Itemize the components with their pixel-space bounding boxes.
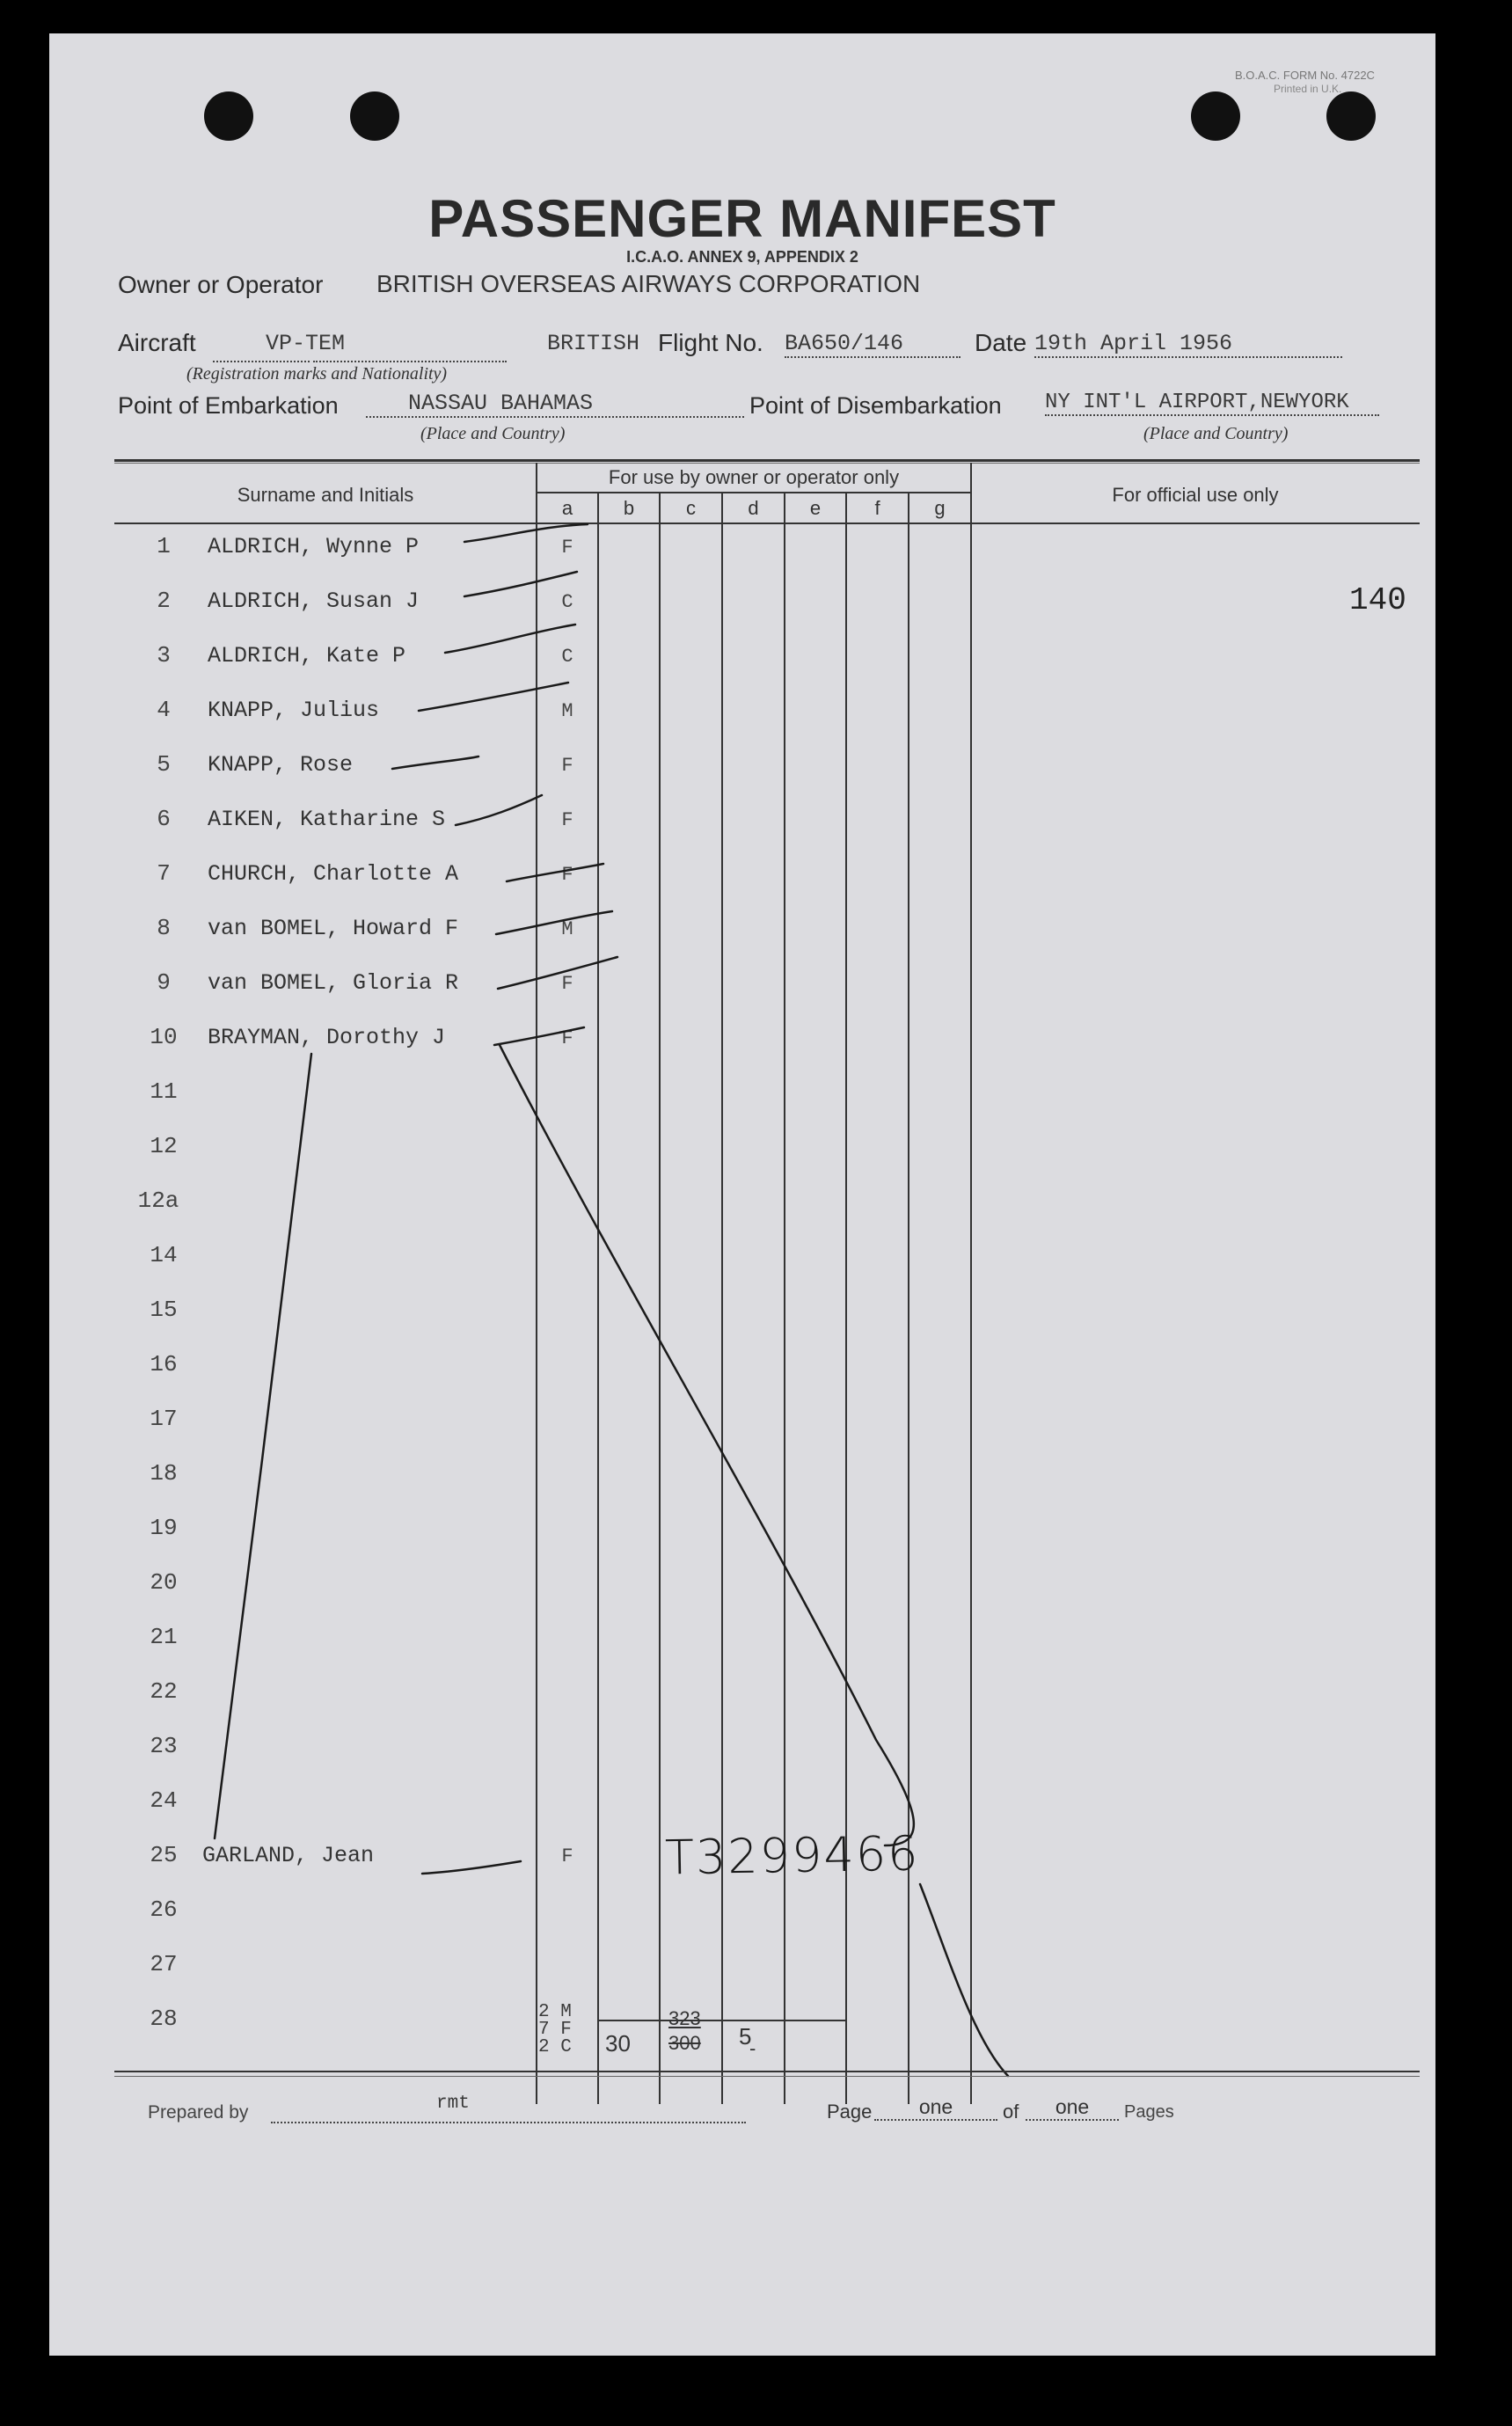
passenger-code: C — [561, 646, 573, 668]
bracket-stroke — [215, 1054, 311, 1838]
total-c-struck: 300 — [668, 2032, 701, 2054]
passenger-name: GARLAND, Jean — [202, 1843, 375, 1868]
passenger-name: van BOMEL, Gloria R — [208, 970, 459, 996]
col-f-header: f — [874, 497, 880, 519]
handwritten-code: T3299466 — [664, 1825, 921, 1886]
col-a-header: a — [561, 497, 573, 519]
total-e: - — [749, 2037, 756, 2059]
tick-stroke — [464, 524, 588, 542]
col-c-header: c — [686, 497, 696, 519]
date-label: Date — [975, 329, 1027, 356]
printed-note: Printed in U.K. — [1274, 83, 1342, 95]
operator-value: BRITISH OVERSEAS AIRWAYS CORPORATION — [376, 270, 921, 297]
passenger-name: KNAPP, Rose — [208, 752, 354, 778]
passenger-code: F — [561, 864, 573, 886]
tick-stroke — [419, 683, 568, 711]
arrow-stroke — [920, 1884, 1008, 2076]
row-number: 11 — [150, 1078, 178, 1105]
embarkation-value: NASSAU BAHAMAS — [366, 391, 744, 418]
embarkation-hint: (Place and Country) — [420, 424, 566, 443]
total-c: 323 — [668, 2007, 701, 2029]
row-number: 21 — [150, 1624, 178, 1650]
of-label: of — [1003, 2101, 1019, 2123]
disembarkation-value: NY INT'L AIRPORT,NEWYORK — [1045, 391, 1379, 416]
handwritten-strokes — [49, 33, 1435, 2356]
col-e-header: e — [809, 497, 822, 519]
col-g-header: g — [934, 497, 946, 519]
passenger-name: AIKEN, Katharine S — [208, 807, 446, 832]
row-number: 12a — [137, 1187, 179, 1214]
of-value: one — [1026, 2095, 1119, 2121]
col-official-header: For official use only — [1112, 484, 1279, 506]
row-number: 14 — [150, 1242, 178, 1268]
passenger-code: F — [561, 537, 573, 559]
passenger-name: ALDRICH, Kate P — [208, 643, 406, 669]
table-bottom-rule — [114, 2071, 1420, 2072]
row-number: 8 — [157, 915, 171, 941]
tick-stroke — [507, 864, 603, 881]
row-number: 1 — [157, 533, 171, 559]
passenger-name: van BOMEL, Howard F — [208, 916, 459, 941]
arrow-stroke — [500, 1045, 914, 1845]
page-subtitle: I.C.A.O. ANNEX 9, APPENDIX 2 — [626, 248, 858, 266]
row-number: 20 — [150, 1569, 178, 1596]
tick-stroke — [496, 911, 612, 934]
row-number: 6 — [157, 806, 171, 832]
passenger-name: ALDRICH, Susan J — [208, 588, 420, 614]
date-value: 19th April 1956 — [1034, 331, 1342, 358]
disembarkation-label: Point of Disembarkation — [749, 392, 1002, 419]
total-d: 5 — [739, 2023, 752, 2050]
page-value: one — [874, 2095, 997, 2121]
row-number: 5 — [157, 751, 171, 778]
page-label: Page — [827, 2101, 873, 2123]
tick-stroke — [494, 1027, 584, 1045]
col-d-header: d — [748, 497, 759, 519]
row-number: 22 — [150, 1678, 178, 1705]
embarkation-label: Point of Embarkation — [118, 392, 339, 419]
pages-label: Pages — [1124, 2102, 1174, 2122]
row-number: 9 — [157, 969, 171, 996]
passenger-name: BRAYMAN, Dorothy J — [208, 1025, 446, 1050]
prepared-value: rmt — [436, 2094, 470, 2114]
passenger-code: F — [561, 809, 573, 831]
page-title: PASSENGER MANIFEST — [428, 189, 1056, 248]
passenger-code: F — [561, 1845, 573, 1867]
passenger-name: ALDRICH, Wynne P — [208, 534, 420, 559]
passenger-name: KNAPP, Julius — [208, 698, 380, 723]
table-bottom-rule-2 — [114, 2076, 1420, 2077]
manifest-sheet — [49, 33, 1435, 2356]
col-owner-header: For use by owner or operator only — [608, 466, 900, 488]
row-number: 25 — [150, 1842, 178, 1868]
passenger-name: CHURCH, Charlotte A — [208, 861, 459, 887]
tick-stroke — [456, 795, 542, 825]
row-number: 28 — [150, 2006, 178, 2032]
tick-stroke — [445, 625, 575, 653]
row-number: 10 — [150, 1024, 178, 1050]
row-number: 24 — [150, 1787, 178, 1814]
tick-stroke — [498, 957, 617, 989]
row-number: 26 — [150, 1896, 178, 1923]
row-number: 18 — [150, 1460, 178, 1487]
row-number: 7 — [157, 860, 171, 887]
prepared-line — [271, 2092, 746, 2123]
row-number: 2 — [157, 588, 171, 614]
aircraft-label: Aircraft — [118, 329, 196, 356]
tick-stroke — [464, 572, 577, 596]
flight-label: Flight No. — [658, 329, 763, 356]
row-number: 4 — [157, 697, 171, 723]
row-number: 3 — [157, 642, 171, 669]
aircraft-hint: (Registration marks and Nationality) — [186, 364, 448, 384]
tick-stroke — [392, 756, 478, 769]
total-female: 7 F — [538, 2020, 572, 2040]
row-number: 19 — [150, 1515, 178, 1541]
flight-value: BA650/146 — [785, 331, 961, 358]
tick-stroke — [422, 1861, 521, 1874]
row-number: 15 — [150, 1297, 178, 1323]
total-male: 2 M — [538, 2002, 572, 2022]
row-number: 17 — [150, 1406, 178, 1432]
total-child: 2 C — [538, 2037, 572, 2057]
col-b-header: b — [623, 497, 635, 519]
passenger-code: C — [561, 591, 573, 613]
aircraft-value: VP-TEM — [266, 331, 346, 356]
row-number: 23 — [150, 1733, 178, 1759]
disembarkation-hint: (Place and Country) — [1143, 424, 1289, 443]
total-b: 30 — [605, 2030, 631, 2057]
form-code: B.O.A.C. FORM No. 4722C — [1235, 69, 1375, 82]
passenger-code: F — [561, 973, 573, 995]
operator-label: Owner or Operator — [118, 271, 324, 298]
passenger-code: M — [561, 700, 573, 722]
col-name-header: Surname and Initials — [237, 484, 414, 506]
row-number: 27 — [150, 1951, 178, 1977]
aircraft-nationality: BRITISH — [547, 331, 640, 356]
row-number: 16 — [150, 1351, 178, 1377]
prepared-label: Prepared by — [148, 2102, 249, 2123]
passenger-code: F — [561, 755, 573, 777]
passenger-code: M — [561, 918, 573, 940]
passenger-code: F — [561, 1027, 573, 1049]
official-number: 140 — [1349, 582, 1406, 618]
row-number: 12 — [150, 1133, 178, 1159]
